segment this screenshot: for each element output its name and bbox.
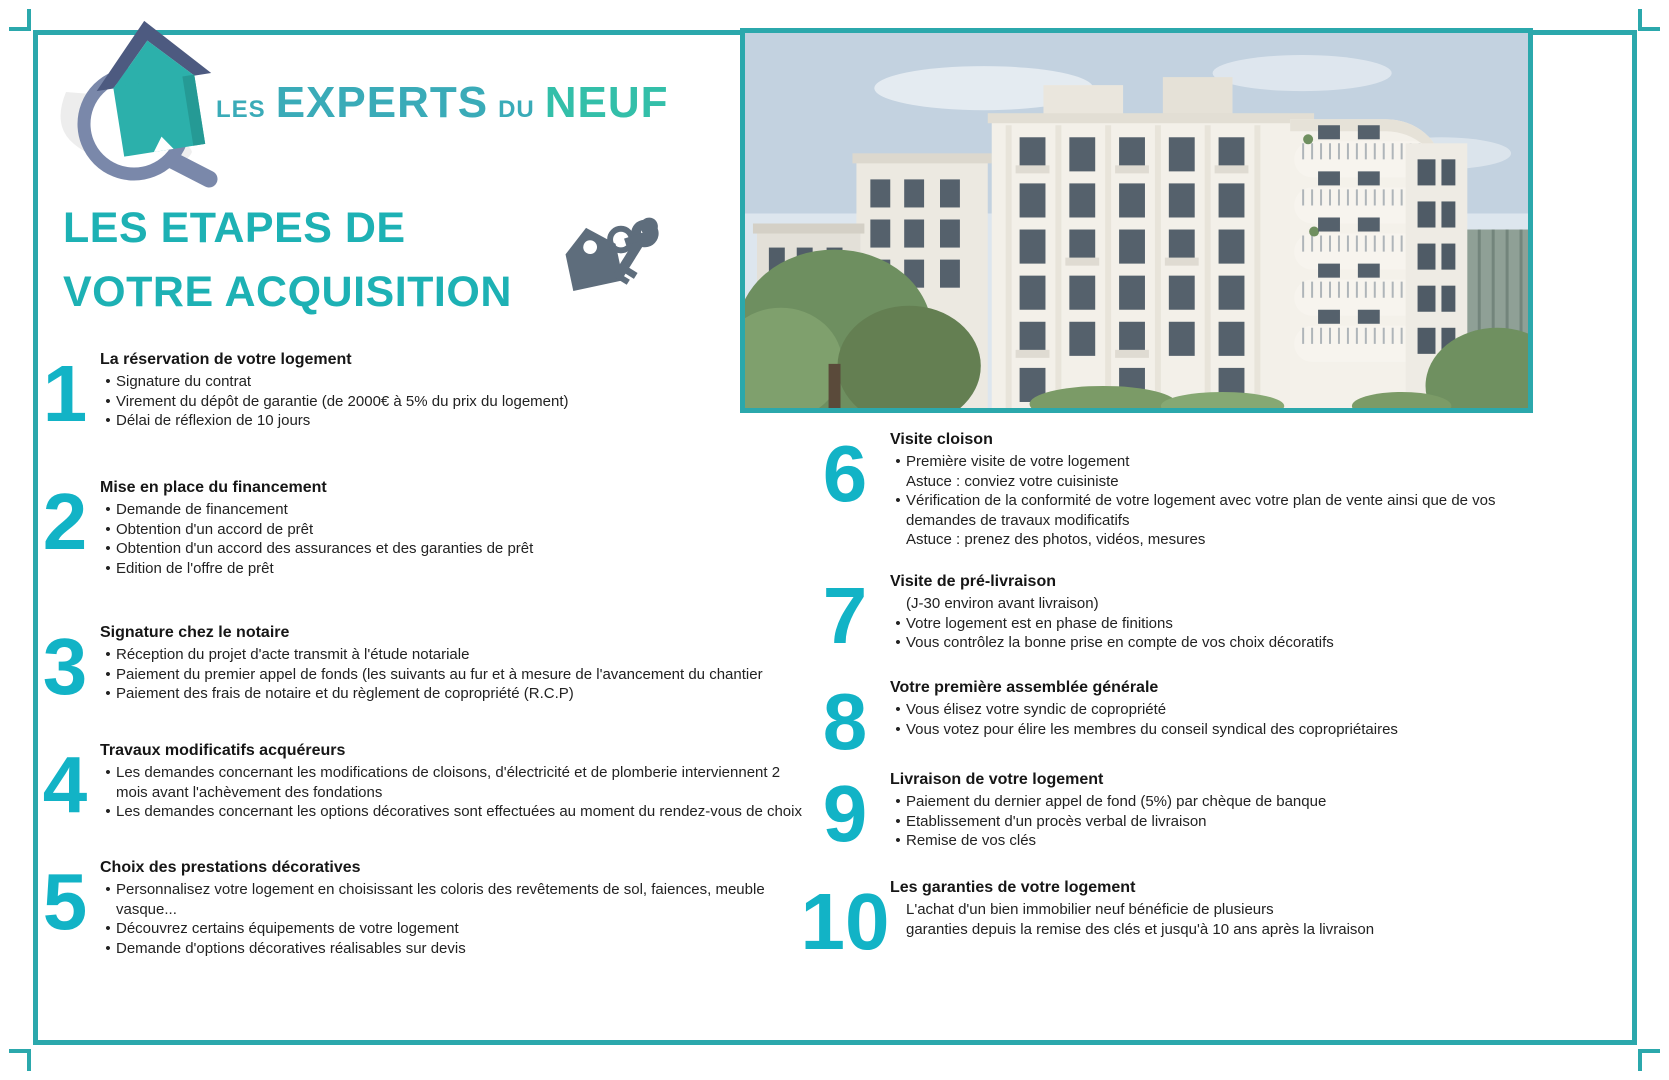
bullet-dot: •: [105, 540, 111, 557]
step-item: [100, 939, 765, 959]
logo-word-les: LES: [216, 96, 266, 123]
step-body: [890, 430, 1496, 550]
step-item: [100, 411, 569, 431]
step-item: [100, 500, 533, 520]
step-items: [890, 792, 1326, 851]
step-item-text: Paiement des frais de notaire et du règlement de copropriété (R.C.P): [116, 685, 574, 702]
bullet-dot: •: [895, 832, 901, 849]
step-item: [890, 614, 1334, 634]
step-item-text: Demande de financement: [116, 501, 288, 518]
house-magnifier-icon: [52, 4, 222, 189]
step-body: [890, 572, 1334, 653]
step-title: Visite cloison: [890, 431, 993, 448]
logo-wordmark: [216, 78, 669, 128]
step-item: [100, 392, 569, 412]
page-title-line1: LES ETAPES DE: [63, 204, 406, 252]
step-item-text: Obtention d'un accord des assurances et des garanties de prêt: [116, 540, 534, 557]
step-item: [100, 520, 533, 540]
step-item-text: Vous votez pour élire les membres du conseil syndical des copropriétaires: [906, 720, 1398, 738]
step-item-text: Les demandes concernant les options décoratives sont effectuées au moment du rendez-vous de choix: [116, 803, 802, 820]
step-number: 8: [822, 677, 868, 766]
step-item: [890, 594, 1334, 614]
logo-word-du: DU: [498, 96, 535, 123]
step-number: 9: [822, 769, 868, 858]
step-items: [100, 500, 533, 578]
step-body: [100, 623, 763, 704]
bullet-dot: •: [895, 720, 901, 738]
acquisition-step: [30, 858, 765, 958]
step-item: [100, 684, 763, 704]
step-item-text: Vous contrôlez la bonne prise en compte de vos choix décoratifs: [906, 634, 1334, 651]
step-body: [100, 741, 802, 822]
step-item-text: Edition de l'offre de prêt: [116, 559, 274, 577]
step-item-text: Vous élisez votre syndic de copropriété: [906, 701, 1167, 718]
acquisition-step: [800, 677, 1398, 766]
bullet-dot: •: [105, 412, 111, 429]
bullet-dot: •: [105, 501, 111, 518]
step-item-text: Vérification de la conformité de votre logement avec votre plan de vente ainsi que de vos demandes de travaux modificatifs Astuce : prenez des photos, vidéos, mesures: [906, 492, 1496, 548]
bullet-dot: •: [105, 764, 111, 781]
acquisition-step: [800, 571, 1334, 660]
step-item-text: Paiement du dernier appel de fond (5%) par chèque de banque: [906, 793, 1327, 810]
step-number: 2: [42, 477, 88, 566]
acquisition-step: [30, 478, 533, 578]
step-body: [890, 770, 1326, 851]
corner-mark-top-right: [1638, 9, 1660, 31]
step-item-text: Obtention d'un accord de prêt: [116, 520, 314, 538]
step-item-text: Votre logement est en phase de finitions: [906, 614, 1173, 632]
bullet-dot: •: [895, 634, 901, 651]
step-number: 7: [822, 571, 868, 660]
step-items: [890, 900, 1374, 939]
step-items: [890, 700, 1398, 739]
step-title: La réservation de votre logement: [100, 351, 352, 368]
acquisition-step: [30, 622, 763, 711]
bullet-dot: •: [895, 701, 901, 718]
step-item: [890, 831, 1326, 851]
bullet-dot: •: [105, 646, 111, 663]
step-item: [890, 700, 1398, 720]
step-item: [100, 539, 533, 559]
house-keys-icon: [556, 214, 674, 302]
step-item: [100, 763, 802, 802]
step-title: Travaux modificatifs acquéreurs: [100, 742, 346, 759]
step-item: [890, 792, 1326, 812]
step-item-text: Les demandes concernant les modifications de cloisons, d'électricité et de plomberie interviennent 2 mois avant l'achèvement des fondations: [116, 764, 781, 801]
step-items: [890, 452, 1496, 550]
step-title: Choix des prestations décoratives: [100, 859, 361, 876]
acquisition-step: [800, 430, 1496, 550]
step-item-text: Personnalisez votre logement en choisissant les coloris des revêtements de sol, faiences, meuble vasque...: [116, 881, 765, 918]
step-item: [890, 720, 1398, 740]
step-item-text: Etablissement d'un procès verbal de livraison: [906, 812, 1207, 830]
acquisition-step: [30, 349, 569, 438]
new-building-photo: [740, 28, 1533, 413]
step-item: [890, 452, 1496, 491]
bullet-dot: •: [105, 520, 111, 538]
step-items: [100, 880, 765, 958]
logo-word-neuf: NEUF: [544, 78, 669, 127]
step-items: [100, 763, 802, 822]
step-body: [100, 858, 765, 958]
step-items: [100, 372, 569, 431]
bullet-dot: •: [895, 492, 901, 509]
step-item: [890, 491, 1496, 550]
step-item: [100, 372, 569, 392]
page-title-line2: VOTRE ACQUISITION: [63, 268, 512, 316]
step-title: Mise en place du financement: [100, 479, 327, 496]
step-item-text: Signature du contrat: [116, 373, 252, 390]
bullet-dot: •: [105, 939, 111, 957]
step-item-text: Délai de réflexion de 10 jours: [116, 412, 311, 429]
bullet-dot: •: [105, 559, 111, 577]
bullet-dot: •: [105, 920, 111, 937]
corner-mark-top-left: [9, 9, 31, 31]
step-item: [100, 645, 763, 665]
step-item: [100, 880, 765, 919]
step-title: Visite de pré-livraison: [890, 573, 1056, 590]
bullet-dot: •: [895, 812, 901, 830]
step-item-text: Découvrez certains équipements de votre logement: [116, 920, 459, 937]
acquisition-step: [800, 769, 1327, 858]
step-item-text: Réception du projet d'acte transmit à l'étude notariale: [116, 646, 470, 663]
step-item: [890, 812, 1326, 832]
step-title: Signature chez le notaire: [100, 624, 290, 641]
page-title: [63, 196, 512, 324]
step-items: [100, 645, 763, 704]
step-item: [100, 559, 533, 579]
step-number: 5: [42, 857, 88, 946]
acquisition-step: [800, 877, 1375, 966]
bullet-dot: •: [895, 614, 901, 632]
step-item: [100, 665, 763, 685]
step-item-text: (J-30 environ avant livraison): [906, 595, 1099, 612]
step-number: 4: [42, 740, 88, 829]
bullet-dot: •: [895, 453, 901, 470]
step-title: Les garanties de votre logement: [890, 879, 1136, 896]
step-body: [890, 878, 1374, 939]
step-body: [100, 350, 569, 431]
step-item-text: Virement du dépôt de garantie (de 2000€ à 5% du prix du logement): [116, 392, 569, 410]
step-number: 6: [822, 429, 868, 518]
step-item: [890, 633, 1334, 653]
step-body: [100, 478, 533, 578]
bullet-dot: •: [105, 685, 111, 702]
logo-word-experts: EXPERTS: [275, 78, 489, 127]
step-item-text: Demande d'options décoratives réalisables sur devis: [116, 939, 466, 957]
step-item: [100, 802, 802, 822]
step-title: Livraison de votre logement: [890, 771, 1104, 788]
step-number: 1: [42, 349, 88, 438]
corner-mark-bottom-right: [1638, 1049, 1660, 1071]
step-number: 10: [800, 877, 890, 966]
bullet-dot: •: [105, 881, 111, 898]
bullet-dot: •: [105, 665, 111, 683]
step-items: [890, 594, 1334, 653]
step-body: [890, 678, 1398, 739]
step-item-text: Paiement du premier appel de fonds (les suivants au fur et à mesure de l'avancement du chantier: [116, 665, 763, 683]
bullet-dot: •: [895, 793, 901, 810]
corner-mark-bottom-left: [9, 1049, 31, 1071]
step-title: Votre première assemblée générale: [890, 679, 1159, 696]
step-item-text: Première visite de votre logement Astuce : conviez votre cuisiniste: [906, 453, 1130, 490]
step-item: [890, 900, 1374, 939]
step-item-text: L'achat d'un bien immobilier neuf bénéficie de plusieurs garanties depuis la remise des clés et jusqu'à 10 ans après la livraison: [906, 901, 1375, 938]
bullet-dot: •: [105, 392, 111, 410]
acquisition-step: [30, 740, 802, 829]
step-item: [100, 919, 765, 939]
bullet-dot: •: [105, 373, 111, 390]
step-item-text: Remise de vos clés: [906, 832, 1037, 849]
bullet-dot: •: [105, 803, 111, 820]
step-number: 3: [42, 622, 88, 711]
